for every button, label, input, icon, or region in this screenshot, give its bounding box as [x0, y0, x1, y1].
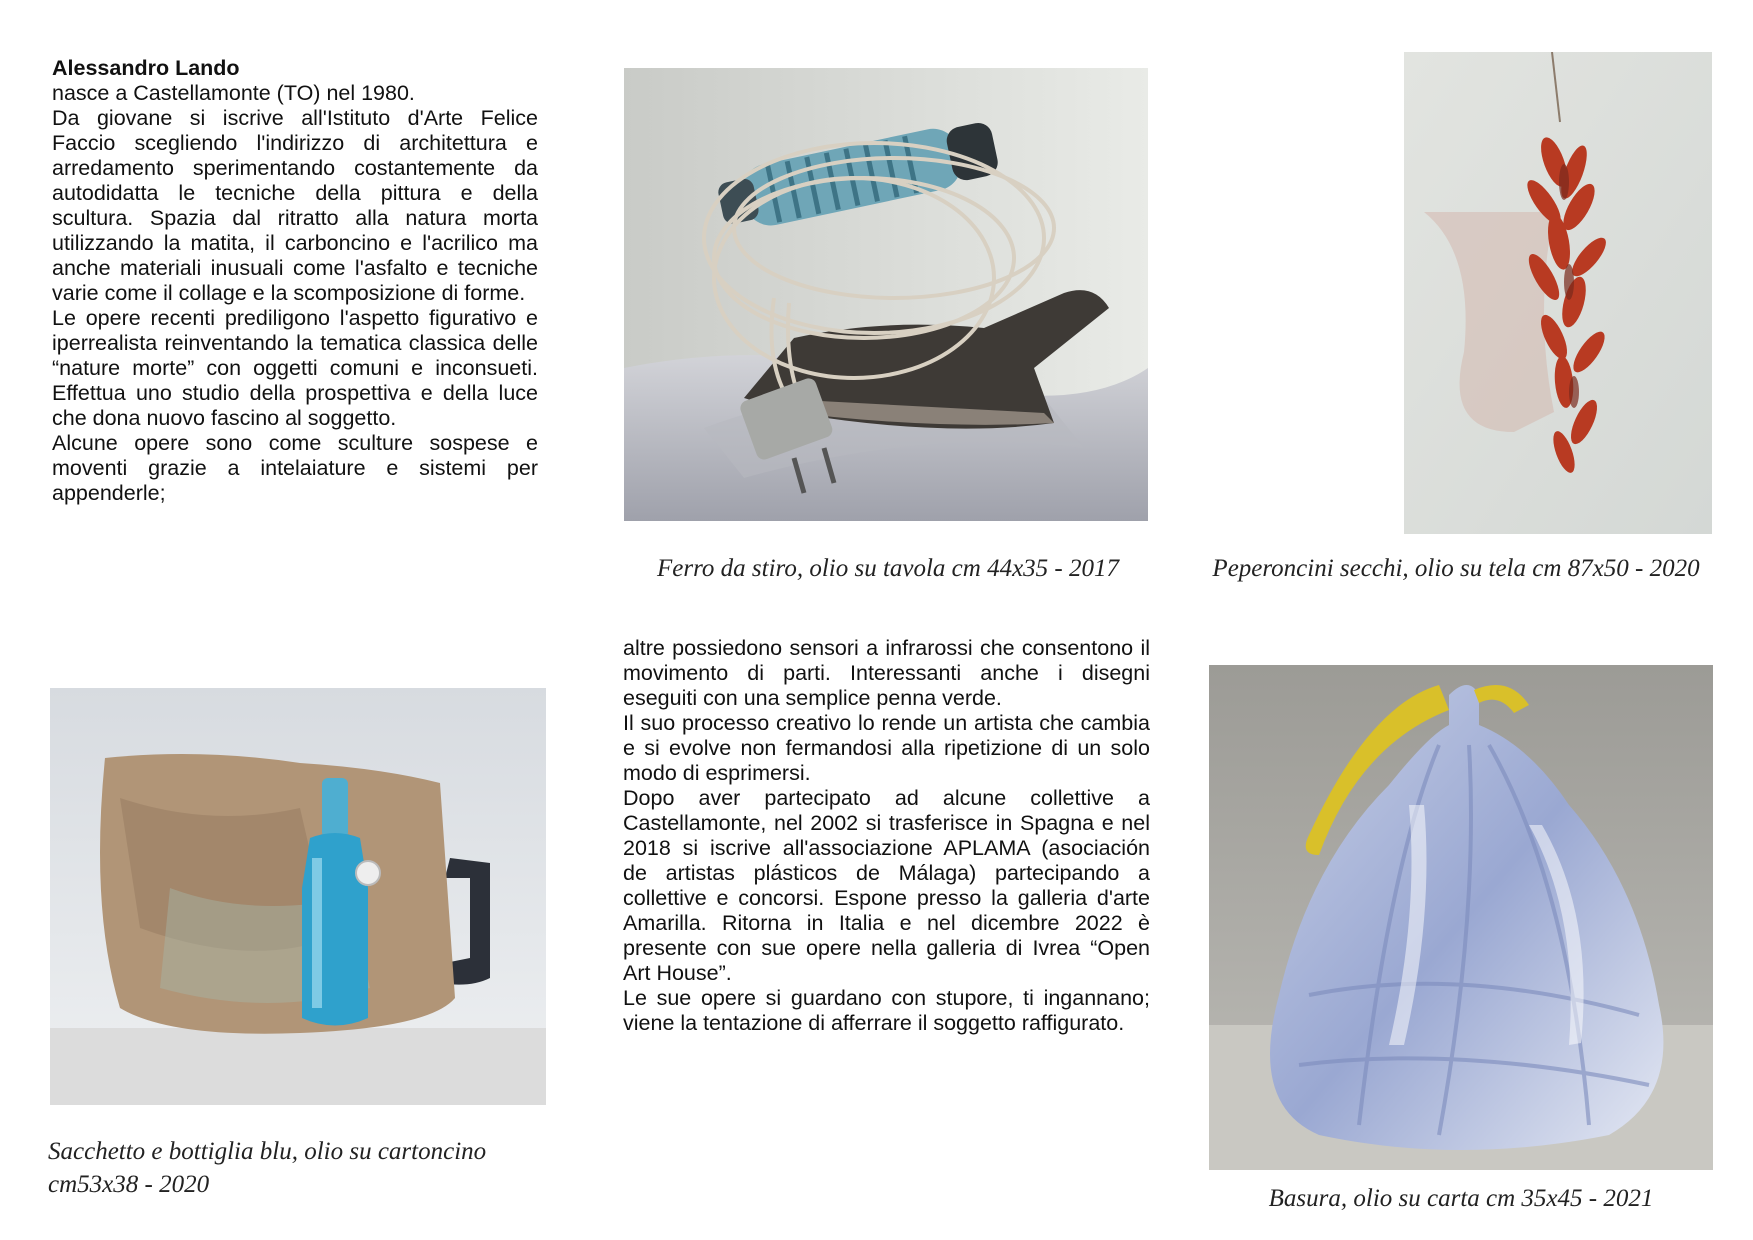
caption-trash-bag: Basura, olio su carta cm 35x45 - 2021: [1268, 1185, 1654, 1212]
author-name: Alessandro Lando: [52, 56, 240, 80]
chili-peppers-painting: [1404, 52, 1712, 534]
bio-paragraph: nasce a Castellamonte (TO) nel 1980.: [52, 81, 415, 105]
bio-column-middle: [623, 636, 1150, 1036]
bio-paragraph: Alcune opere sono come sculture sospese e moventi grazie a intelaiature e sistemi per appenderle;: [52, 431, 538, 505]
bio-paragraph: Dopo aver partecipato ad alcune collettive a Castellamonte, nel 2002 si trasferisce in Spagna e nel 2018 si iscrive all'associazione APLAMA (asociación de artistas plásticos de Málaga) partecipando a collettive e concorsi. Espone presso la galleria d'arte Amarilla. Ritorna in Italia e nel dicembre 2022 è presente con sue opere nella galleria di Ivrea “Open Art House”.: [623, 786, 1150, 985]
bio-paragraph: Le opere recenti prediligono l'aspetto figurativo e iperrealista reinventando la tematica classica delle “nature morte” con oggetti comuni e inconsueti. Effettua uno studio della prospettiva e della luce che dona nuovo fascino al soggetto.: [52, 306, 538, 430]
bio-paragraph: Da giovane si iscrive all'Istituto d'Arte Felice Faccio scegliendo l'indirizzo di architettura e arredamento sperimentando costantemente da autodidatta le tecniche della pittura e della scultura. Spazia dal ritratto alla natura morta utilizzando la matita, il carboncino e l'acrilico ma anche materiali inusuali come l'asfalto e tecniche varie come il collage e la scomposizione di forme.: [52, 106, 538, 305]
bag-and-bottle-painting: [50, 688, 546, 1105]
bio-paragraph: Le sue opere si guardano con stupore, ti ingannano; viene la tentazione di afferrare il soggetto raffigurato.: [623, 986, 1150, 1035]
caption-iron: Ferro da stiro, olio su tavola cm 44x35 - 2017: [657, 555, 1119, 582]
caption-peppers: Peperoncini secchi, olio su tela cm 87x50 - 2020: [1212, 555, 1700, 582]
bio-paragraph: altre possiedono sensori a infrarossi che consentono il movimento di parti. Interessanti anche i disegni eseguiti con una semplice penna verde.: [623, 636, 1150, 710]
bio-column-left: [52, 56, 538, 506]
bio-paragraph: Il suo processo creativo lo rende un artista che cambia e si evolve non fermandosi alla ripetizione di un solo modo di esprimersi.: [623, 711, 1150, 785]
caption-bag-bottle-line2: cm53x38 - 2020: [48, 1171, 210, 1198]
caption-bag-bottle-line1: Sacchetto e bottiglia blu, olio su cartoncino: [48, 1138, 487, 1165]
iron-painting: [624, 68, 1148, 521]
trash-bag-painting: [1209, 665, 1713, 1170]
